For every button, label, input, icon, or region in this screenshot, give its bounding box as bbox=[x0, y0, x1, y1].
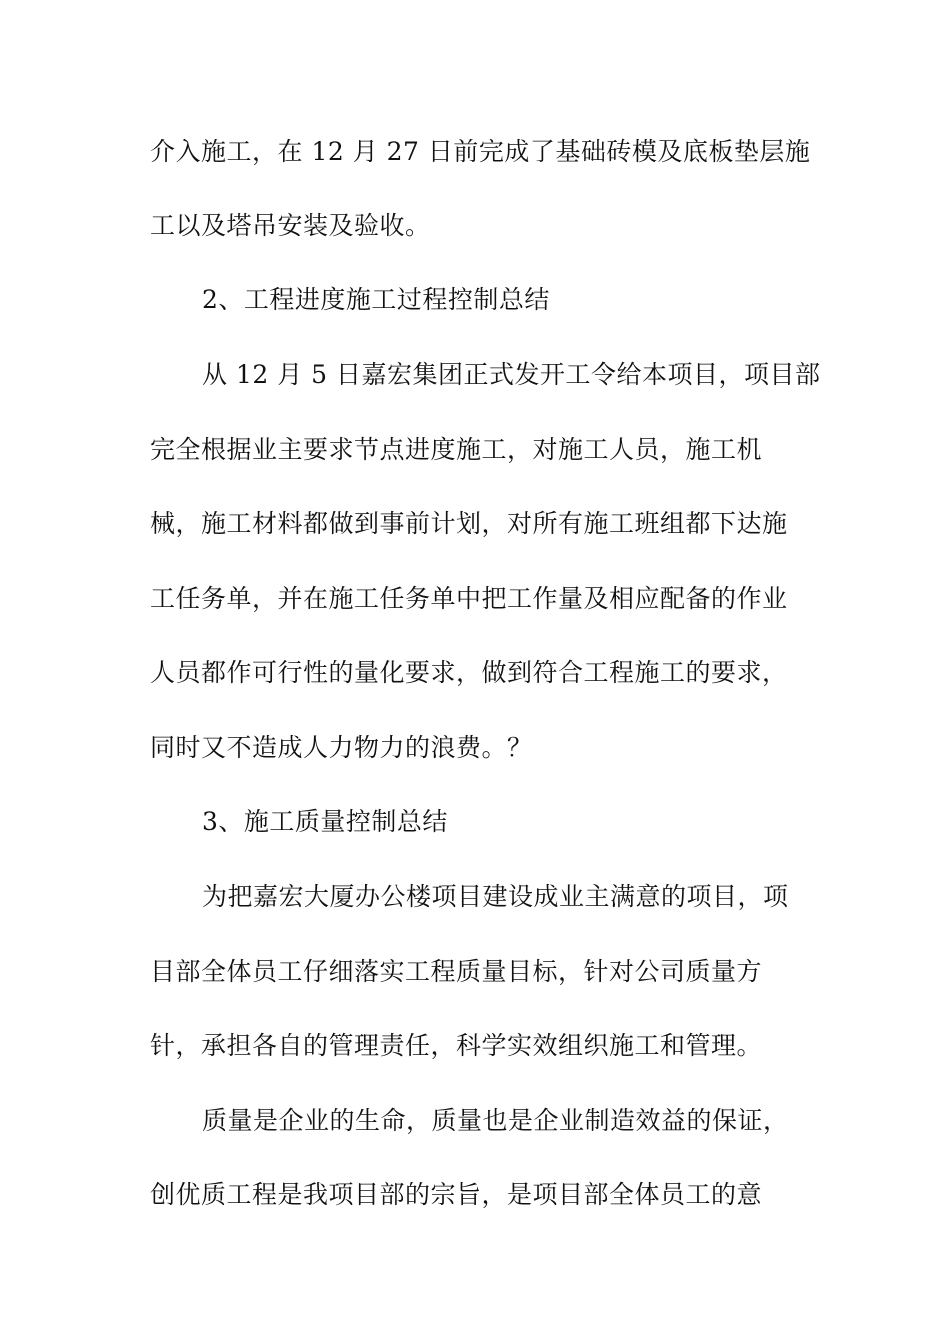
paragraph-line-13: 针，承担各自的管理责任，科学实效组织施工和管理。 bbox=[150, 1031, 763, 1060]
paragraph-line-2: 工以及塔吊安装及验收。 bbox=[150, 211, 431, 240]
paragraph-line-11: 为把嘉宏大厦办公楼项目建设成业主满意的项目，项 bbox=[202, 882, 789, 911]
section-heading-progress: 2、工程进度施工过程控制总结 bbox=[202, 285, 550, 314]
paragraph-line-14: 质量是企业的生命，质量也是企业制造效益的保证， bbox=[202, 1106, 789, 1135]
paragraph-line-8: 人员都作可行性的量化要求，做到符合工程施工的要求， bbox=[150, 658, 788, 687]
paragraph-line-9: 同时又不造成人力物力的浪费。？ bbox=[150, 733, 533, 762]
paragraph-line-5: 完全根据业主要求节点进度施工，对施工人员，施工机 bbox=[150, 435, 763, 464]
paragraph-line-15: 创优质工程是我项目部的宗旨，是项目部全体员工的意 bbox=[150, 1180, 763, 1209]
paragraph-line-1: 介入施工，在 12 月 27 日前完成了基础砖模及底板垫层施 bbox=[150, 137, 811, 166]
section-heading-quality: 3、施工质量控制总结 bbox=[202, 807, 448, 836]
paragraph-line-7: 工任务单，并在施工任务单中把工作量及相应配备的作业 bbox=[150, 584, 788, 613]
paragraph-line-6: 械，施工材料都做到事前计划，对所有施工班组都下达施 bbox=[150, 509, 788, 538]
paragraph-line-4: 从 12 月 5 日嘉宏集团正式发开工令给本项目，项目部 bbox=[202, 360, 821, 389]
paragraph-line-12: 目部全体员工仔细落实工程质量目标，针对公司质量方 bbox=[150, 957, 763, 986]
